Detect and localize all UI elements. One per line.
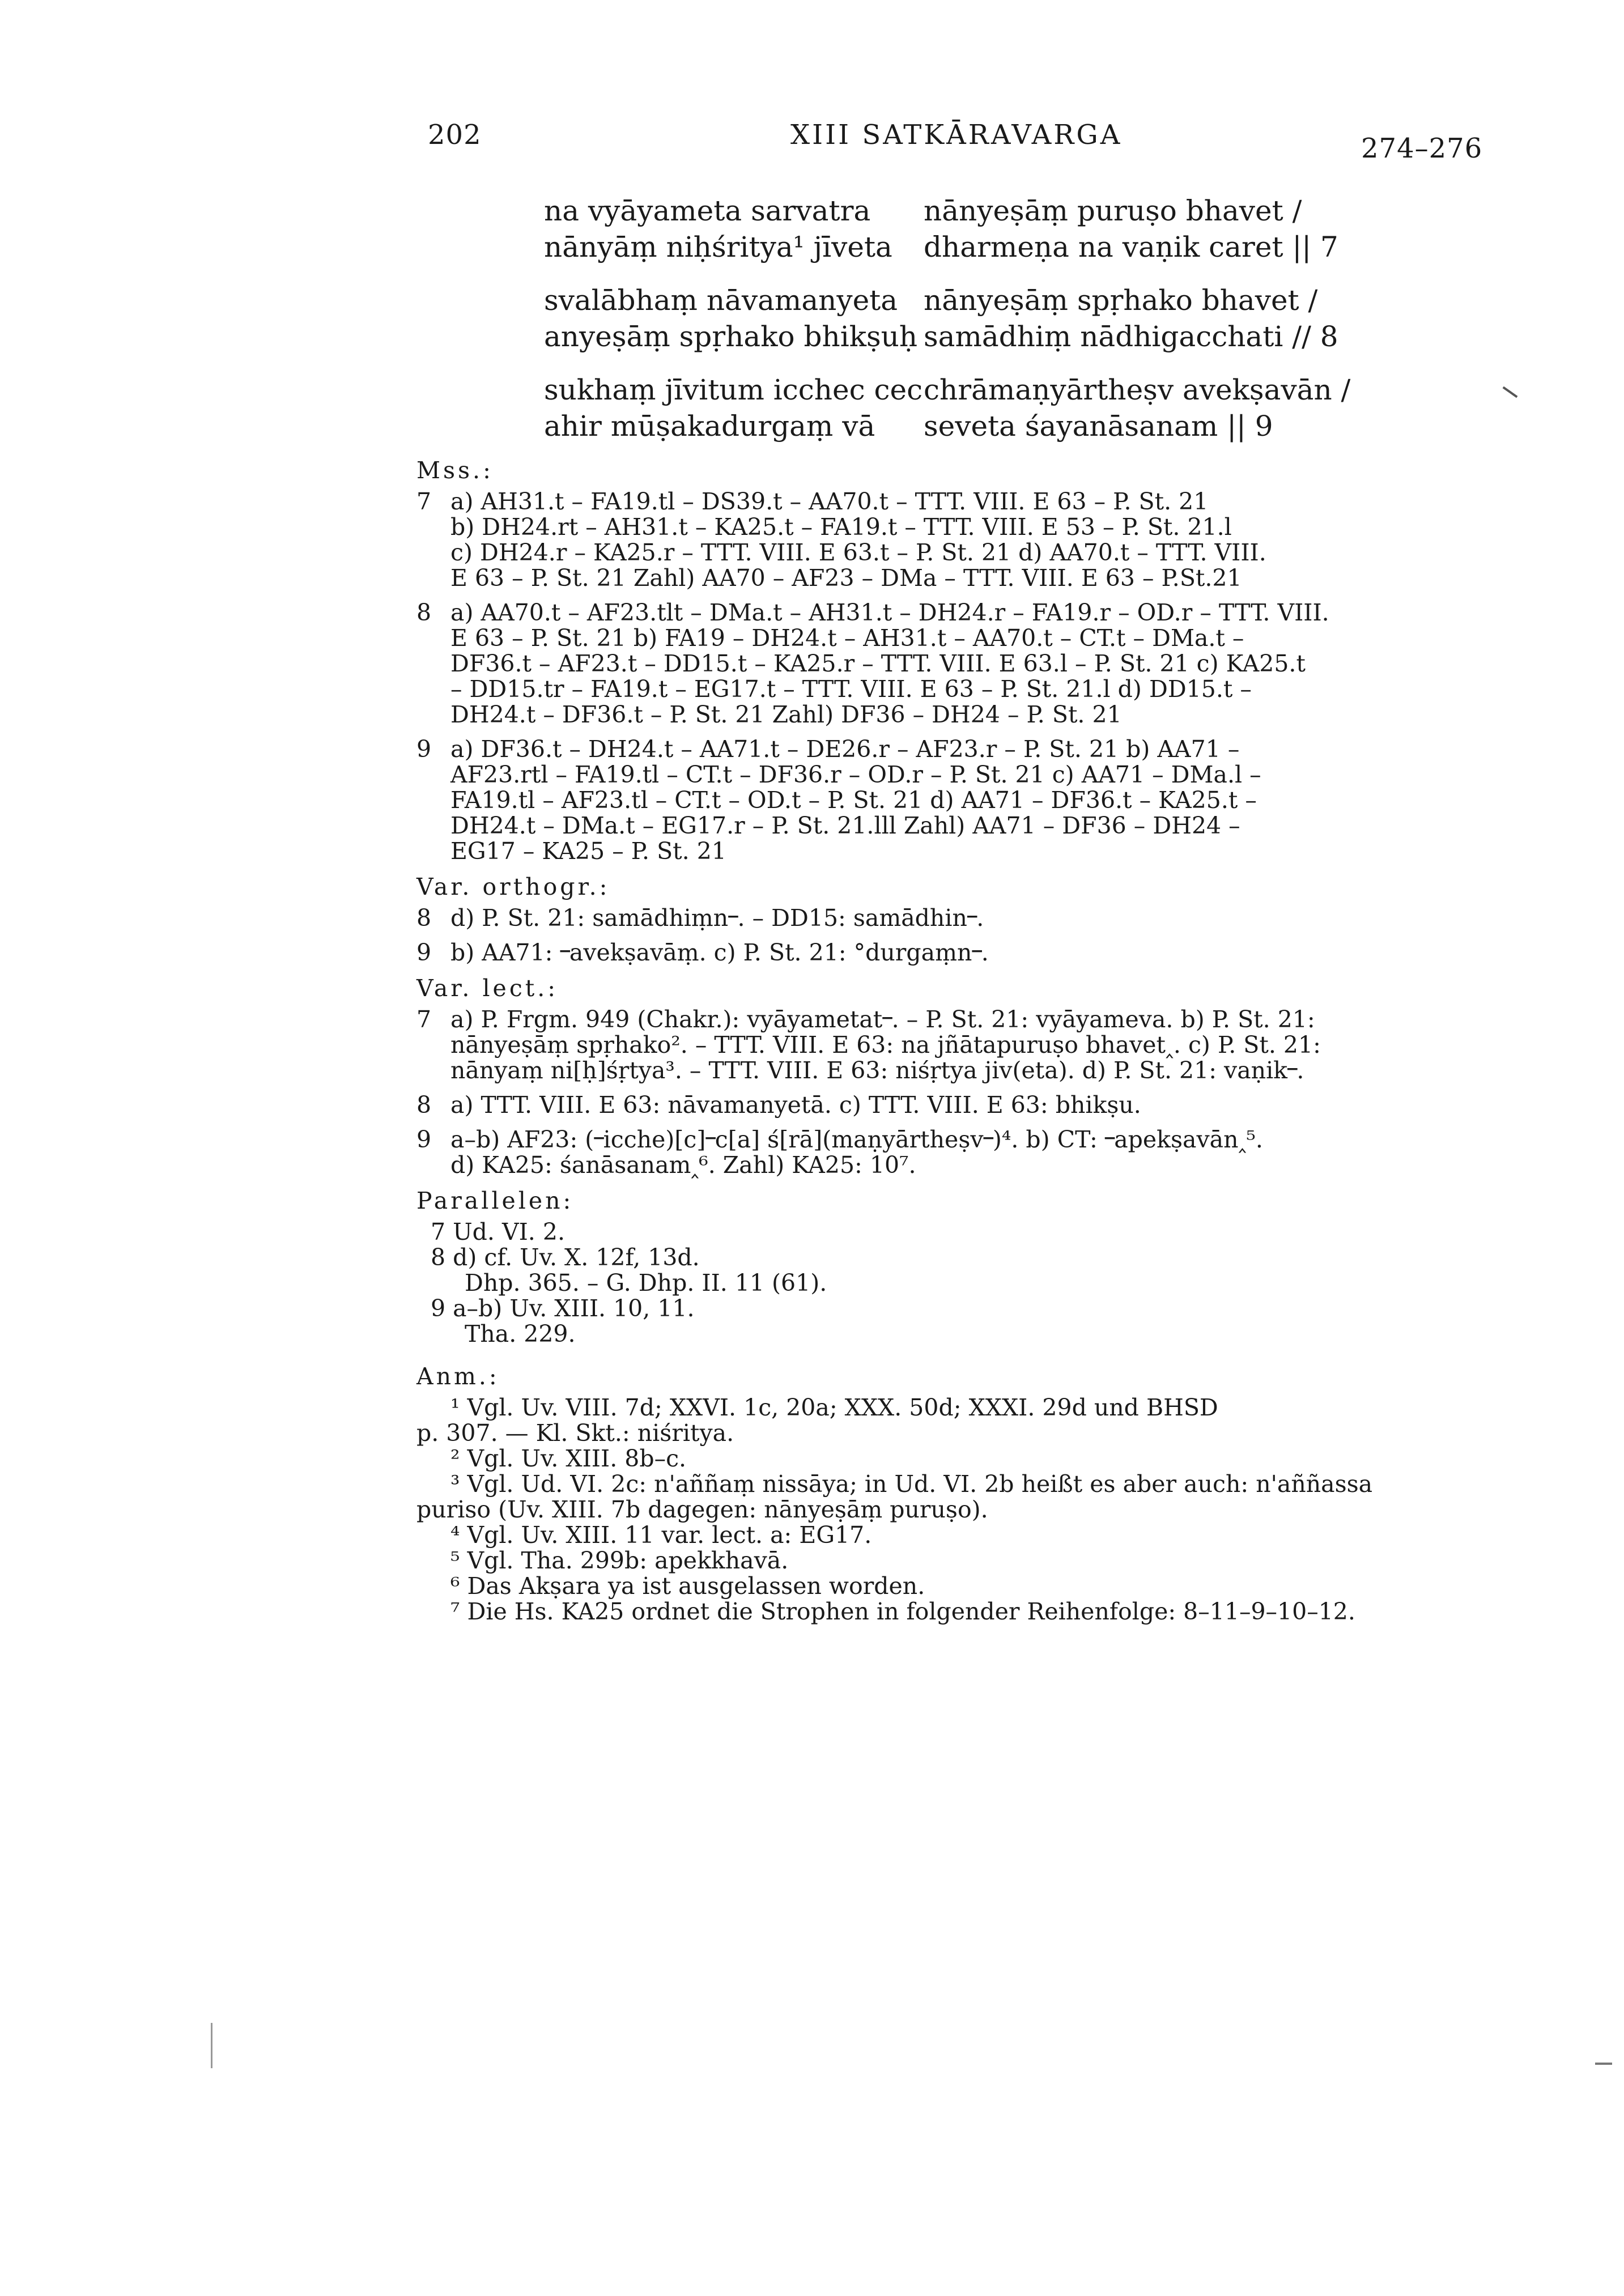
entry-line: b) AA71: ᠆avekṣavāṃ. c) P. St. 21: °durgaṃn᠆. — [450, 939, 989, 966]
stanza-9 — [544, 372, 1507, 444]
entry-number: 7 — [416, 488, 432, 515]
parallelen-list — [416, 1219, 1493, 1347]
lect-entry-8 — [416, 1092, 1493, 1118]
verse-line — [544, 408, 1507, 444]
entry-line: AF23.rtl – FA19.tl – CT.t – DF36.r – OD.r – P. St. 21 c) AA71 – DMa.l – — [450, 761, 1261, 788]
running-title: XIII SATKĀRAVARGA — [790, 119, 1123, 151]
entry-line: a) P. Frgm. 949 (Chakr.): vyāyametat᠆. – P. St. 21: vyāyameva. b) P. St. 21: — [450, 1006, 1315, 1033]
verse-line — [544, 282, 1507, 318]
anm-heading: Anm.: — [416, 1363, 500, 1390]
entry-line: EG17 – KA25 – P. St. 21 — [450, 837, 726, 865]
margin-mark — [211, 2023, 212, 2068]
entry-number: 9 — [416, 1126, 432, 1153]
footnote-line: ⁶ Das Akṣara ya ist ausgelassen worden. — [450, 1572, 925, 1600]
pada-b: nānyeṣāṃ spṛhako bhavet / — [924, 284, 1318, 317]
verse-line — [544, 193, 1507, 229]
stanza-8 — [544, 282, 1507, 355]
mss-entry-9 — [416, 737, 1493, 864]
footnote-line: ⁵ Vgl. Tha. 299b: apekkhavā. — [450, 1547, 789, 1574]
mss-entry-7 — [416, 489, 1493, 591]
pada-d: dharmeṇa na vaṇik caret || 7 — [924, 231, 1338, 263]
apparatus — [416, 448, 1493, 1625]
entry-line: DH24.t – DMa.t – EG17.r – P. St. 21.lll Zahl) AA71 – DF36 – DH24 – — [450, 812, 1240, 839]
footnote-line: p. 307. — Kl. Skt.: niśritya. — [416, 1419, 734, 1447]
lect-entry-7 — [416, 1007, 1493, 1083]
entry-number: 8 — [416, 599, 432, 626]
entry-line: nānyeṣāṃ spṛhako². – TTT. VIII. E 63: na jñātapuruṣo bhavet‸. c) P. St. 21: — [450, 1031, 1321, 1058]
pada-b: chrāmaṇyārtheṣv avekṣavān / — [924, 373, 1351, 406]
entry-number: 7 — [416, 1006, 432, 1033]
entry-number: 8 — [416, 904, 432, 932]
parallelen-heading: Parallelen: — [416, 1187, 574, 1214]
entry-line: d) KA25: śanāsanam‸⁶. Zahl) KA25: 10⁷. — [450, 1151, 916, 1179]
entry-line: E 63 – P. St. 21 b) FA19 – DH24.t – AH31.t – AA70.t – CT.t – DMa.t – — [450, 624, 1244, 652]
entry-line: a) AH31.t – FA19.tl – DS39.t – AA70.t – TTT. VIII. E 63 – P. St. 21 — [450, 488, 1209, 515]
pada-c: ahir mūṣakadurgaṃ vā — [544, 410, 875, 443]
parallel-line: 8 d) cf. Uv. X. 12f, 13d. — [431, 1244, 700, 1271]
entry-line: nānyaṃ ni[ḥ]śṛtya³. – TTT. VIII. E 63: niśṛtya jiv(eta). d) P. St. 21: vaṇik᠆. — [450, 1057, 1304, 1084]
entry-line: E 63 – P. St. 21 Zahl) AA70 – AF23 – DMa – TTT. VIII. E 63 – P.St.21 — [450, 564, 1242, 592]
entry-line: DH24.t – DF36.t – P. St. 21 Zahl) DF36 – DH24 – P. St. 21 — [450, 701, 1122, 728]
pada-c: nānyāṃ niḥśritya¹ jīveta — [544, 231, 892, 263]
verse-line — [544, 318, 1507, 355]
verse-block — [544, 193, 1507, 461]
mss-heading: Mss.: — [416, 457, 494, 484]
entry-number: 9 — [416, 939, 432, 966]
verse-line — [544, 372, 1507, 408]
pada-d: samādhiṃ nādhigacchati // 8 — [924, 320, 1338, 353]
entry-line: d) P. St. 21: samādhiṃn᠆. – DD15: samādhin᠆. — [450, 904, 984, 932]
entry-line: a) AA70.t – AF23.tlt – DMa.t – AH31.t – DH24.r – FA19.r – OD.r – TTT. VIII. — [450, 599, 1329, 626]
lect-heading: Var. lect.: — [416, 975, 559, 1002]
orthogr-heading: Var. orthogr.: — [416, 873, 610, 900]
footnote-line: ³ Vgl. Ud. VI. 2c: n'aññaṃ nissāya; in Ud. VI. 2b heißt es aber auch: n'aññassa — [450, 1470, 1373, 1498]
pada-d: seveta śayanāsanam || 9 — [924, 410, 1273, 443]
entry-line: FA19.tl – AF23.tl – CT.t – OD.t – P. St. 21 d) AA71 – DF36.t – KA25.t – — [450, 786, 1257, 814]
entry-line: DF36.t – AF23.t – DD15.t – KA25.r – TTT. VIII. E 63.l – P. St. 21 c) KA25.t — [450, 650, 1306, 677]
footnote-line: puriso (Uv. XIII. 7b dagegen: nānyeṣāṃ puruṣo). — [416, 1496, 988, 1523]
margin-mark — [1595, 2063, 1612, 2065]
lect-entry-9 — [416, 1127, 1493, 1178]
entry-line: a) TTT. VIII. E 63: nāvamanyetā. c) TTT. VIII. E 63: bhikṣu. — [450, 1091, 1141, 1119]
footnote-line: ² Vgl. Uv. XIII. 8b–c. — [450, 1445, 687, 1472]
parallel-line: 7 Ud. VI. 2. — [431, 1218, 565, 1245]
pada-a: na vyāyameta sarvatra — [544, 194, 871, 227]
pada-c: anyeṣāṃ spṛhako bhikṣuḥ — [544, 320, 918, 353]
footnote-line: ⁴ Vgl. Uv. XIII. 11 var. lect. a: EG17. — [450, 1521, 872, 1549]
page-number: 202 — [428, 119, 482, 151]
pada-a: sukhaṃ jīvitum icchec cec — [544, 373, 923, 406]
entry-line: c) DH24.r – KA25.r – TTT. VIII. E 63.t – P. St. 21 d) AA70.t – TTT. VIII. — [450, 539, 1266, 566]
entry-line: a) DF36.t – DH24.t – AA71.t – DE26.r – AF23.r – P. St. 21 b) AA71 – — [450, 735, 1240, 763]
footnote-line: ¹ Vgl. Uv. VIII. 7d; XXVI. 1c, 20a; XXX. 50d; XXXI. 29d und BHSD — [450, 1394, 1218, 1421]
verse-line — [544, 229, 1507, 265]
footnotes — [416, 1395, 1493, 1625]
orthogr-entry-9 — [416, 940, 1493, 966]
parallel-line: Tha. 229. — [465, 1320, 576, 1347]
entry-line: a–b) AF23: (᠆icche)[c]᠆c[a] ś[rā](maṇyārtheṣv᠆)⁴. b) CT: ᠆apekṣavān‸⁵. — [450, 1126, 1263, 1153]
pada-b: nānyeṣāṃ puruṣo bhavet / — [924, 194, 1302, 227]
mss-entry-8 — [416, 600, 1493, 728]
stanza-7 — [544, 193, 1507, 265]
parallel-line: Dhp. 365. – G. Dhp. II. 11 (61). — [465, 1269, 827, 1296]
entry-line: – DD15.tr – FA19.t – EG17.t – TTT. VIII. E 63 – P. St. 21.l d) DD15.t – — [450, 675, 1252, 703]
orthogr-entry-8 — [416, 905, 1493, 931]
entry-number: 8 — [416, 1091, 432, 1119]
parallel-line: 9 a–b) Uv. XIII. 10, 11. — [431, 1295, 695, 1322]
entry-number: 9 — [416, 735, 432, 763]
entry-line: b) DH24.rt – AH31.t – KA25.t – FA19.t – TTT. VIII. E 53 – P. St. 21.l — [450, 513, 1232, 541]
footnote-line: ⁷ Die Hs. KA25 ordnet die Strophen in folgender Reihenfolge: 8–11–9–10–12. — [450, 1598, 1355, 1625]
pada-a: svalābhaṃ nāvamanyeta — [544, 284, 898, 317]
verse-range: 274–276 — [1361, 133, 1483, 164]
